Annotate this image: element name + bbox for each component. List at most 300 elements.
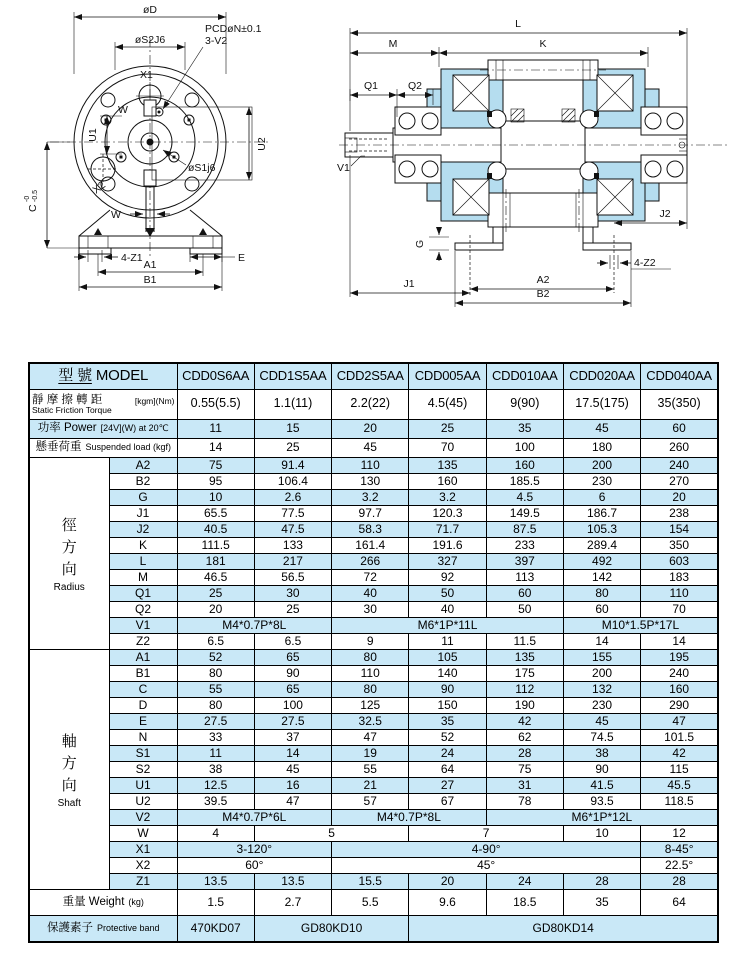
value-cell: 28 [486, 745, 563, 761]
value-cell: 5 [254, 825, 409, 841]
value-cell: 240 [641, 457, 718, 473]
value-cell: 97.7 [332, 505, 409, 521]
value-cell: 120.3 [409, 505, 486, 521]
value-cell: 289.4 [563, 537, 640, 553]
value-cell: 40 [332, 585, 409, 601]
dim-label-od: øD [143, 4, 157, 16]
value-cell: 37 [254, 729, 331, 745]
value-cell: 217 [254, 553, 331, 569]
table-row [29, 697, 718, 713]
value-cell: 35 [409, 713, 486, 729]
value-cell: 80 [332, 649, 409, 665]
value-cell: 140 [409, 665, 486, 681]
value-cell: 42 [486, 713, 563, 729]
value-cell: 55 [332, 761, 409, 777]
value-cell: 80 [563, 585, 640, 601]
value-cell: 70 [409, 438, 486, 457]
value-cell: 47 [641, 713, 718, 729]
dim-symbol-cell: Q2 [109, 601, 177, 617]
dim-label-j2: J2 [659, 208, 671, 220]
value-cell: 113 [486, 569, 563, 585]
dim-label-e: E [238, 252, 246, 264]
value-cell: 25 [254, 601, 331, 617]
value-cell: 185.5 [486, 473, 563, 489]
value-cell: 4.5(45) [409, 389, 486, 419]
table-row [29, 457, 718, 473]
table-row [29, 729, 718, 745]
dim-symbol-cell: U1 [109, 777, 177, 793]
table-row [29, 889, 718, 915]
value-cell: 52 [177, 649, 254, 665]
table-row [29, 761, 718, 777]
value-cell: 42 [641, 745, 718, 761]
value-cell: 110 [332, 665, 409, 681]
spec-table-body [29, 363, 718, 942]
value-cell: 9 [332, 633, 409, 649]
value-cell: 64 [641, 889, 718, 915]
value-cell: 45 [332, 438, 409, 457]
value-cell: 11.5 [486, 633, 563, 649]
value-cell: 75 [177, 457, 254, 473]
dim-symbol-cell: G [109, 489, 177, 505]
value-cell: 110 [641, 585, 718, 601]
table-row [29, 915, 718, 942]
value-cell: 6.5 [177, 633, 254, 649]
value-cell: M6*1P*12L [486, 809, 718, 825]
value-cell: 100 [254, 697, 331, 713]
value-cell: 45.5 [641, 777, 718, 793]
table-row [29, 809, 718, 825]
dim-symbol-cell: E [109, 713, 177, 729]
value-cell: CDD0S6AA [177, 363, 254, 389]
value-cell: 62 [486, 729, 563, 745]
dim-symbol-cell: J1 [109, 505, 177, 521]
dim-label-j1: J1 [403, 278, 415, 290]
value-cell: 25 [254, 438, 331, 457]
value-cell: 22.5° [641, 857, 718, 873]
value-cell: 118.5 [641, 793, 718, 809]
front-view-diagram [22, 4, 342, 358]
value-cell: 15 [254, 419, 331, 438]
value-cell: 181 [177, 553, 254, 569]
table-row [29, 489, 718, 505]
value-cell: 160 [486, 457, 563, 473]
value-cell: 110 [332, 457, 409, 473]
value-cell: 71.7 [409, 521, 486, 537]
dim-label-u2: U2 [256, 137, 268, 151]
dimension-u1 [87, 116, 122, 154]
value-cell: 195 [641, 649, 718, 665]
value-cell: 20 [409, 873, 486, 889]
value-cell: 21 [332, 777, 409, 793]
value-cell: 133 [254, 537, 331, 553]
callout-pcd [163, 23, 262, 109]
dim-label-pcd: PCDøN±0.1 [205, 23, 262, 35]
dimension-c [24, 142, 79, 248]
section-view-diagram [335, 5, 732, 320]
value-cell: 24 [409, 745, 486, 761]
dim-label-w-top: W [118, 104, 128, 116]
value-cell: 9(90) [486, 389, 563, 419]
table-row [29, 569, 718, 585]
value-cell: 105 [409, 649, 486, 665]
value-cell: 18.5 [486, 889, 563, 915]
value-cell: 2.7 [254, 889, 331, 915]
dim-label-q2: Q2 [407, 80, 423, 92]
model-header-cell: 型 號 MODEL [29, 363, 177, 389]
value-cell: CDD010AA [486, 363, 563, 389]
value-cell: 46.5 [177, 569, 254, 585]
value-cell: 20 [177, 601, 254, 617]
value-cell: 15.5 [332, 873, 409, 889]
value-cell: 92 [409, 569, 486, 585]
value-cell: GD80KD14 [409, 915, 718, 942]
value-cell: 238 [641, 505, 718, 521]
dim-symbol-cell: N [109, 729, 177, 745]
dim-label-z1: 4-Z1 [121, 252, 143, 264]
dim-label-g: G [414, 239, 426, 248]
value-cell: 11 [409, 633, 486, 649]
value-cell: 20 [332, 419, 409, 438]
table-row [29, 841, 718, 857]
value-cell: 35(350) [641, 389, 718, 419]
value-cell: 149.5 [486, 505, 563, 521]
table-row [29, 537, 718, 553]
value-cell: 11 [177, 745, 254, 761]
dim-label-u1: U1 [87, 128, 99, 142]
value-cell: 105.3 [563, 521, 640, 537]
value-cell: 186.7 [563, 505, 640, 521]
value-cell: 200 [563, 457, 640, 473]
value-cell: 33 [177, 729, 254, 745]
value-cell: 132 [563, 681, 640, 697]
value-cell: 93.5 [563, 793, 640, 809]
row-label-cell: 懸垂荷重 Suspended load (kgf) [29, 438, 177, 457]
value-cell: 67 [409, 793, 486, 809]
value-cell: 30 [254, 585, 331, 601]
value-cell: 35 [563, 889, 640, 915]
value-cell: 161.4 [332, 537, 409, 553]
dimension-g [414, 227, 449, 261]
value-cell: 75 [486, 761, 563, 777]
value-cell: M4*0.7P*6L [177, 809, 332, 825]
value-cell: 40 [409, 601, 486, 617]
value-cell: 1.1(11) [254, 389, 331, 419]
value-cell: 72 [332, 569, 409, 585]
value-cell: 17.5(175) [563, 389, 640, 419]
dim-symbol-cell: B1 [109, 665, 177, 681]
dim-symbol-cell: J2 [109, 521, 177, 537]
value-cell: 470KD07 [177, 915, 254, 942]
value-cell: 3-120° [177, 841, 332, 857]
value-cell: 111.5 [177, 537, 254, 553]
value-cell: 35 [486, 419, 563, 438]
value-cell: 90 [254, 665, 331, 681]
value-cell: 12 [641, 825, 718, 841]
value-cell: 266 [332, 553, 409, 569]
value-cell: 0.55(5.5) [177, 389, 254, 419]
value-cell: 11 [177, 419, 254, 438]
value-cell: 142 [563, 569, 640, 585]
value-cell: 47.5 [254, 521, 331, 537]
value-cell: 150 [409, 697, 486, 713]
value-cell: 65 [254, 681, 331, 697]
value-cell: 50 [409, 585, 486, 601]
row-label-cell: 保護素子 Protective band [29, 915, 177, 942]
value-cell: 10 [563, 825, 640, 841]
value-cell: 183 [641, 569, 718, 585]
value-cell: 90 [563, 761, 640, 777]
group-label-cell: 軸 方 向 Shaft [29, 649, 109, 889]
dim-symbol-cell: V2 [109, 809, 177, 825]
dim-label-os1: øS1j6 [188, 162, 216, 174]
value-cell: 10 [177, 489, 254, 505]
value-cell: 100 [486, 438, 563, 457]
table-row [29, 793, 718, 809]
value-cell: 350 [641, 537, 718, 553]
value-cell: 5.5 [332, 889, 409, 915]
value-cell: CDD1S5AA [254, 363, 331, 389]
value-cell: 80 [177, 697, 254, 713]
value-cell: 160 [641, 681, 718, 697]
value-cell: 270 [641, 473, 718, 489]
value-cell: 135 [486, 649, 563, 665]
value-cell: 27.5 [177, 713, 254, 729]
value-cell: 130 [332, 473, 409, 489]
value-cell: 38 [177, 761, 254, 777]
dim-symbol-cell: U2 [109, 793, 177, 809]
value-cell: 60 [563, 601, 640, 617]
dim-label-3v2: 3-V2 [205, 35, 228, 47]
table-row [29, 521, 718, 537]
value-cell: 80 [332, 681, 409, 697]
dim-symbol-cell: A2 [109, 457, 177, 473]
dim-symbol-cell: C [109, 681, 177, 697]
dim-label-a1: A1 [143, 259, 157, 271]
table-row [29, 585, 718, 601]
value-cell: 41.5 [563, 777, 640, 793]
table-row [29, 665, 718, 681]
dim-symbol-cell: S1 [109, 745, 177, 761]
value-cell: 19 [332, 745, 409, 761]
value-cell: 20 [641, 489, 718, 505]
table-row [29, 745, 718, 761]
value-cell: 101.5 [641, 729, 718, 745]
dim-label-b1: B1 [143, 274, 157, 286]
dim-label-x2: X2 [90, 179, 108, 197]
value-cell: 56.5 [254, 569, 331, 585]
value-cell: 27 [409, 777, 486, 793]
value-cell: CDD020AA [563, 363, 640, 389]
value-cell: 38 [563, 745, 640, 761]
dimension-z1 [74, 250, 143, 264]
value-cell: 39.5 [177, 793, 254, 809]
value-cell: 60 [486, 585, 563, 601]
value-cell: 30 [332, 601, 409, 617]
dim-symbol-cell: K [109, 537, 177, 553]
value-cell: 47 [254, 793, 331, 809]
dim-label-v1: V1 [337, 162, 350, 174]
value-cell: 12.5 [177, 777, 254, 793]
table-row [29, 633, 718, 649]
value-cell: 45° [332, 857, 641, 873]
value-cell: 45 [563, 713, 640, 729]
torque-label-cell: 靜 摩 擦 轉 距 [kgm](Nm) Static Friction Torque [29, 389, 177, 419]
value-cell: 135 [409, 457, 486, 473]
dim-symbol-cell: Z1 [109, 873, 177, 889]
dim-label-m: M [388, 38, 398, 50]
dimension-z2 [597, 255, 671, 269]
dim-label-c-tol-lower: -0.5 [32, 189, 39, 202]
value-cell: 40.5 [177, 521, 254, 537]
value-cell: 8-45° [641, 841, 718, 857]
value-cell: 3.2 [332, 489, 409, 505]
value-cell: 180 [563, 438, 640, 457]
dim-label-c: C [27, 204, 39, 212]
dim-label-w-bottom: W [111, 209, 121, 221]
value-cell: 78 [486, 793, 563, 809]
row-label-cell: 功率 Power [24V](W) at 20℃ [29, 419, 177, 438]
dim-symbol-cell: V1 [109, 617, 177, 633]
value-cell: 77.5 [254, 505, 331, 521]
value-cell: 27.5 [254, 713, 331, 729]
value-cell: 31 [486, 777, 563, 793]
value-cell: 327 [409, 553, 486, 569]
table-row [29, 363, 718, 389]
value-cell: 25 [177, 585, 254, 601]
value-cell: CDD005AA [409, 363, 486, 389]
value-cell: 14 [177, 438, 254, 457]
dim-label-os2: øS2J6 [134, 34, 166, 46]
table-row [29, 505, 718, 521]
value-cell: 112 [486, 681, 563, 697]
value-cell: 7 [409, 825, 564, 841]
value-cell: 492 [563, 553, 640, 569]
value-cell: 60° [177, 857, 332, 873]
value-cell: 32.5 [332, 713, 409, 729]
value-cell: 6.5 [254, 633, 331, 649]
callout-v1 [337, 156, 365, 174]
value-cell: 4.5 [486, 489, 563, 505]
dim-symbol-cell: L [109, 553, 177, 569]
value-cell: 55 [177, 681, 254, 697]
dim-symbol-cell: W [109, 825, 177, 841]
value-cell: 65.5 [177, 505, 254, 521]
table-row [29, 389, 718, 419]
value-cell: CDD2S5AA [332, 363, 409, 389]
value-cell: 80 [177, 665, 254, 681]
table-row [29, 681, 718, 697]
dim-label-k: K [539, 38, 547, 50]
table-row [29, 649, 718, 665]
value-cell: 14 [563, 633, 640, 649]
value-cell: M6*1P*11L [332, 617, 564, 633]
value-cell: 52 [409, 729, 486, 745]
value-cell: 397 [486, 553, 563, 569]
value-cell: 160 [409, 473, 486, 489]
value-cell: CDD040AA [641, 363, 718, 389]
value-cell: M4*0.7P*8L [332, 809, 487, 825]
value-cell: 290 [641, 697, 718, 713]
table-row [29, 438, 718, 457]
table-row [29, 777, 718, 793]
value-cell: 230 [563, 473, 640, 489]
value-cell: 14 [254, 745, 331, 761]
value-cell: 190 [486, 697, 563, 713]
value-cell: 154 [641, 521, 718, 537]
dim-label-b2: B2 [536, 288, 550, 300]
value-cell: 240 [641, 665, 718, 681]
value-cell: 57 [332, 793, 409, 809]
value-cell: 45 [254, 761, 331, 777]
value-cell: 155 [563, 649, 640, 665]
table-row [29, 419, 718, 438]
value-cell: 91.4 [254, 457, 331, 473]
table-row [29, 617, 718, 633]
value-cell: 25 [409, 419, 486, 438]
value-cell: 2.2(22) [332, 389, 409, 419]
dim-symbol-cell: Z2 [109, 633, 177, 649]
value-cell: 45 [563, 419, 640, 438]
value-cell: GD80KD10 [254, 915, 409, 942]
value-cell: 230 [563, 697, 640, 713]
value-cell: 58.3 [332, 521, 409, 537]
value-cell: 200 [563, 665, 640, 681]
value-cell: 74.5 [563, 729, 640, 745]
value-cell: 14 [641, 633, 718, 649]
value-cell: 175 [486, 665, 563, 681]
value-cell: 70 [641, 601, 718, 617]
value-cell: 125 [332, 697, 409, 713]
value-cell: 47 [332, 729, 409, 745]
value-cell: 2.6 [254, 489, 331, 505]
dim-symbol-cell: X1 [109, 841, 177, 857]
group-label-cell: 徑 方 向 Radius [29, 457, 109, 649]
dim-symbol-cell: A1 [109, 649, 177, 665]
table-row [29, 825, 718, 841]
value-cell: 28 [641, 873, 718, 889]
value-cell: 233 [486, 537, 563, 553]
value-cell: 603 [641, 553, 718, 569]
row-label-cell: 重量 Weight (kg) [29, 889, 177, 915]
dim-symbol-cell: Q1 [109, 585, 177, 601]
dim-label-x1: X1 [140, 69, 153, 81]
table-row [29, 601, 718, 617]
dimension-w-bottom [111, 209, 170, 221]
value-cell: 24 [486, 873, 563, 889]
value-cell: 87.5 [486, 521, 563, 537]
dim-symbol-cell: B2 [109, 473, 177, 489]
dim-label-l: L [515, 18, 521, 30]
value-cell: 13.5 [177, 873, 254, 889]
value-cell: 3.2 [409, 489, 486, 505]
value-cell: 106.4 [254, 473, 331, 489]
value-cell: 9.6 [409, 889, 486, 915]
dim-label-c-tol-upper: -0 [24, 195, 31, 202]
value-cell: 28 [563, 873, 640, 889]
value-cell: 4 [177, 825, 254, 841]
table-row [29, 857, 718, 873]
value-cell: 115 [641, 761, 718, 777]
value-cell: 191.6 [409, 537, 486, 553]
table-row [29, 473, 718, 489]
dim-label-q1: Q1 [363, 80, 379, 92]
value-cell: 13.5 [254, 873, 331, 889]
table-row [29, 873, 718, 889]
value-cell: 95 [177, 473, 254, 489]
value-cell: 64 [409, 761, 486, 777]
value-cell: 260 [641, 438, 718, 457]
